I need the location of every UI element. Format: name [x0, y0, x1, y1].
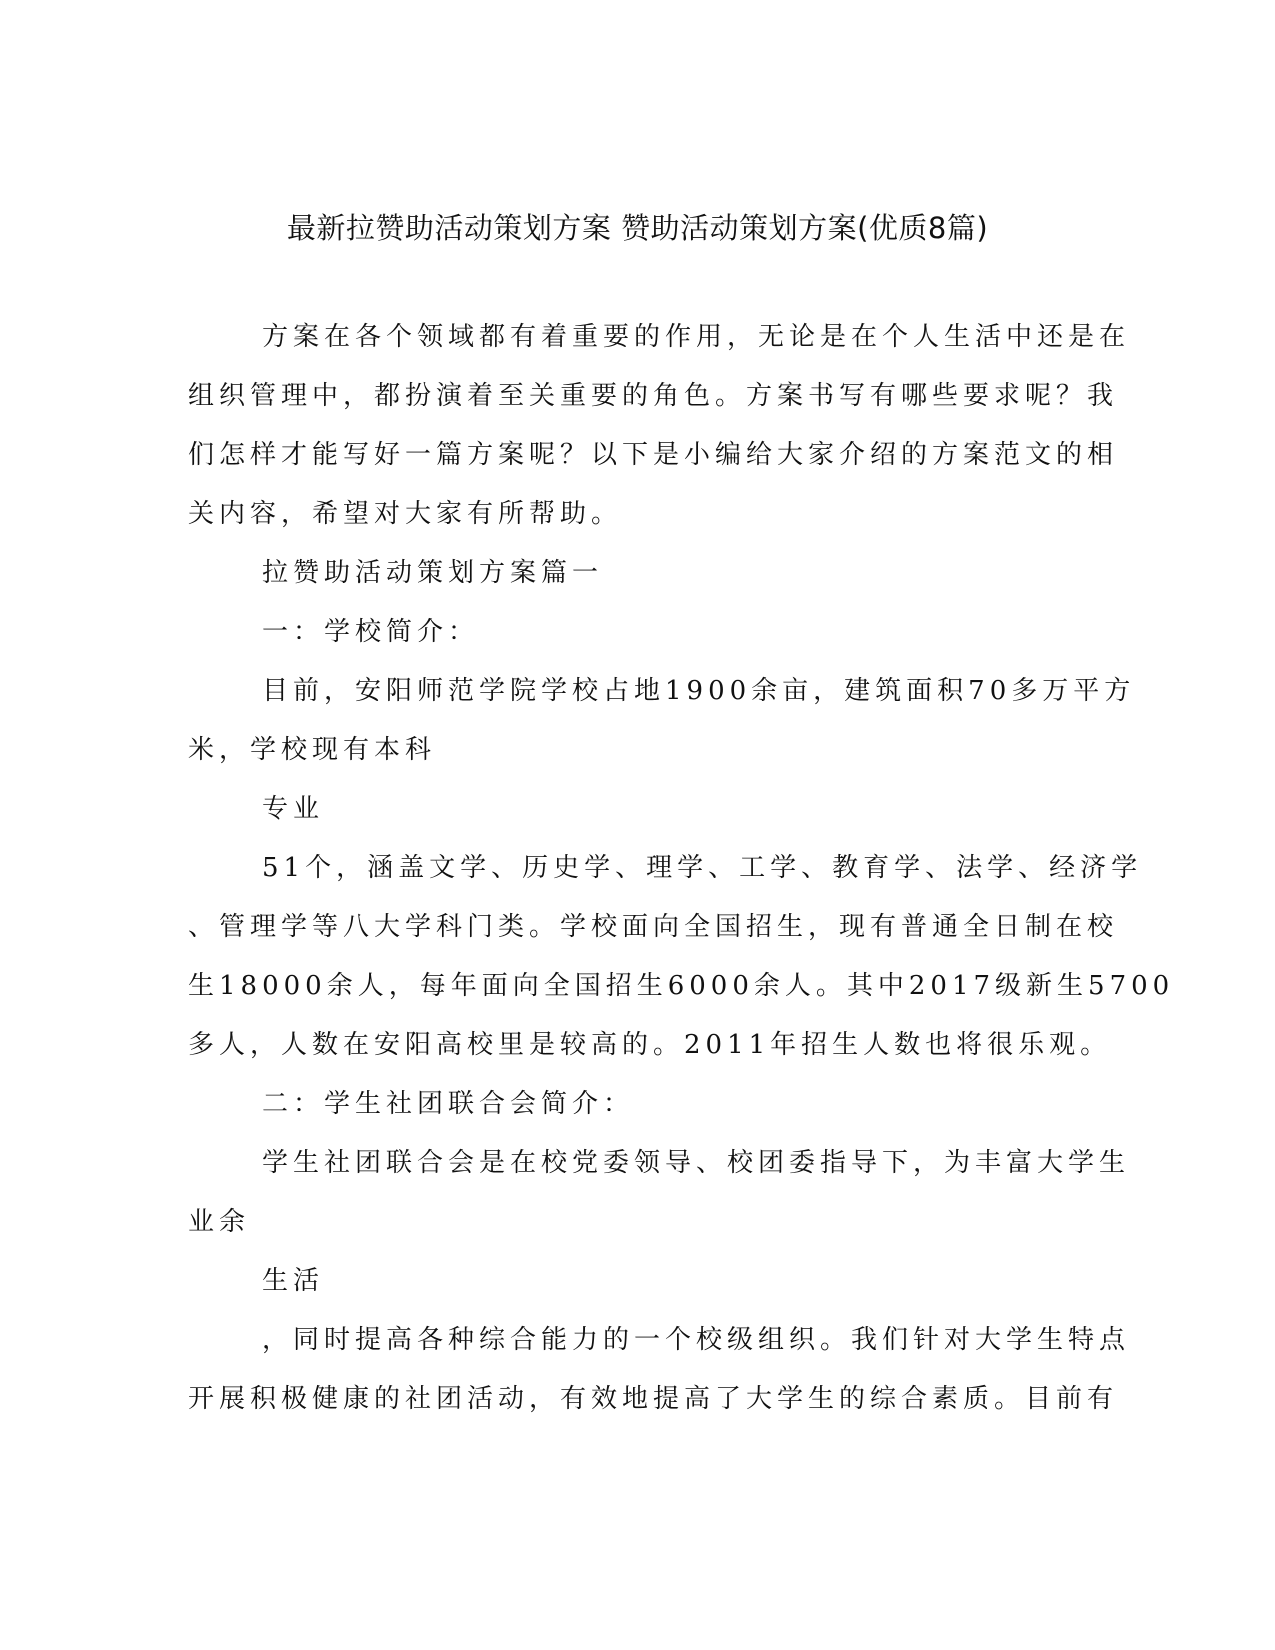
paragraph-line: 专业 — [262, 794, 325, 824]
paragraph-line: 生活 — [262, 1266, 325, 1296]
paragraph-line: 方案在各个领域都有着重要的作用，无论是在个人生活中还是在 — [262, 322, 1131, 352]
subsection-heading: 一：学校简介： — [262, 617, 480, 647]
section-heading: 拉赞助活动策划方案篇一 — [262, 558, 604, 588]
paragraph-line: 米，学校现有本科 — [188, 735, 437, 765]
paragraph-line: 、管理学等八大学科门类。学校面向全国招生，现有普通全日制在校 — [188, 912, 1119, 942]
paragraph-line: 目前，安阳师范学院学校占地1900余亩，建筑面积70多万平方 — [262, 676, 1136, 706]
paragraph-line: 组织管理中，都扮演着至关重要的角色。方案书写有哪些要求呢？我 — [188, 381, 1119, 411]
paragraph-line: 关内容，希望对大家有所帮助。 — [188, 499, 623, 529]
paragraph-line: ，同时提高各种综合能力的一个校级组织。我们针对大学生特点 — [262, 1325, 1131, 1355]
subsection-heading: 二：学生社团联合会简介： — [262, 1089, 635, 1119]
paragraph-line: 生18000余人，每年面向全国招生6000余人。其中2017级新生5700 — [188, 971, 1175, 1001]
paragraph-line: 多人，人数在安阳高校里是较高的。2011年招生人数也将很乐观。 — [188, 1030, 1112, 1060]
paragraph-line: 51个，涵盖文学、历史学、理学、工学、教育学、法学、经济学 — [262, 853, 1143, 883]
paragraph-line: 们怎样才能写好一篇方案呢？以下是小编给大家介绍的方案范文的相 — [188, 440, 1119, 470]
paragraph-line: 业余 — [188, 1207, 251, 1237]
paragraph-line: 学生社团联合会是在校党委领导、校团委指导下，为丰富大学生 — [262, 1148, 1131, 1178]
paragraph-line: 开展积极健康的社团活动，有效地提高了大学生的综合素质。目前有 — [188, 1384, 1119, 1414]
document-title: 最新拉赞助活动策划方案 赞助活动策划方案(优质8篇) — [286, 211, 989, 245]
